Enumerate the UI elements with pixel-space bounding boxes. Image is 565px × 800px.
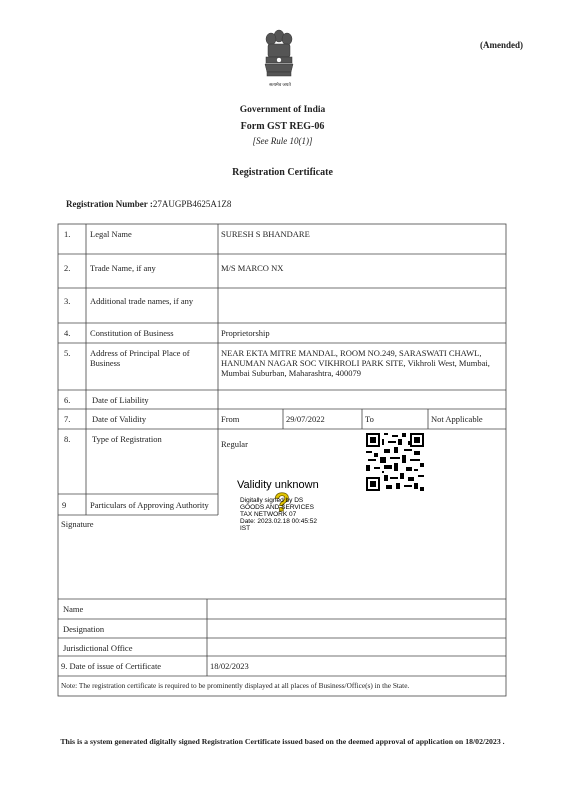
row-9-label: Particulars of Approving Authority <box>90 500 209 510</box>
signature-org-line-1: GOODS AND SERVICES <box>240 504 314 511</box>
government-title: Government of India <box>239 105 326 115</box>
amended-label: (Amended) <box>480 40 523 50</box>
form-title: Form GST REG-06 <box>240 121 325 132</box>
signature-label: Signature <box>61 519 94 529</box>
row-2-number: 2. <box>64 263 71 273</box>
emblem-motto: सत्यमेव जयते <box>269 82 291 87</box>
row-7-number: 7. <box>64 414 71 424</box>
validity-from-label: From <box>221 414 240 424</box>
display-note: Note: The registration certificate is required to be prominently displayed at all places of Business/Office(s) in the State. <box>61 681 410 690</box>
date-of-issue-value: 18/02/2023 <box>210 661 249 671</box>
qr-code-icon <box>366 433 424 491</box>
designation-label: Designation <box>63 624 105 634</box>
validity-to-value: Not Applicable <box>431 414 483 424</box>
system-generated-footer: This is a system generated digitally signed Registration Certificate issued based on the deemed approval of application on 18/02/2023 . <box>60 737 505 746</box>
row-8-number: 8. <box>64 434 71 444</box>
row-3-number: 3. <box>64 296 71 306</box>
row-6-label: Date of Liability <box>92 395 149 405</box>
row-5-label: Address of Principal Place of Business <box>90 348 190 368</box>
validity-to-label: To <box>365 414 374 424</box>
signature-org-line-2: TAX NETWORK 07 <box>240 511 297 518</box>
row-7-label: Date of Validity <box>92 414 147 424</box>
registration-type-value: Regular <box>221 439 248 449</box>
jurisdictional-office-label: Jurisdictional Office <box>63 643 133 653</box>
certificate-title: Registration Certificate <box>232 167 333 178</box>
registration-number-value: 27AUGPB4625A1Z8 <box>152 199 232 209</box>
constitution-value: Proprietorship <box>221 328 270 338</box>
row-8-label: Type of Registration <box>92 434 162 444</box>
row-9-number: 9 <box>62 500 67 510</box>
signature-validity-text: Validity unknown <box>237 479 319 491</box>
registration-number-label: Registration Number : <box>66 199 153 209</box>
rule-reference: [See Rule 10(1)] <box>252 136 313 146</box>
digital-signature-stamp[interactable] <box>237 479 357 549</box>
validity-from-value: 29/07/2022 <box>286 414 325 424</box>
row-4-number: 4. <box>64 328 71 338</box>
address-value: NEAR EKTA MITRE MANDAL, ROOM NO.249, SARASWATI CHAWL, HANUMAN NAGAR SOC VIKHROLI PARK SITE, Vikhroli West, Mumbai, Mumbai Suburban, Maharashtra, 400079 <box>221 348 490 378</box>
svg-text:?: ? <box>274 489 290 515</box>
row-6-number: 6. <box>64 395 71 405</box>
row-4-label: Constitution of Business <box>90 328 174 338</box>
signature-date: Date: 2023.02.18 00:45:52 <box>240 518 317 525</box>
name-label: Name <box>63 604 84 614</box>
row-5-number: 5. <box>64 348 71 358</box>
signature-timezone: IST <box>240 525 251 532</box>
date-of-issue-label: 9. Date of issue of Certificate <box>61 661 162 671</box>
trade-name-value: M/S MARCO NX <box>221 263 284 273</box>
row-3-label: Additional trade names, if any <box>90 296 194 306</box>
row-2-label: Trade Name, if any <box>90 263 156 273</box>
row-1-label: Legal Name <box>90 229 132 239</box>
legal-name-value: SURESH S BHANDARE <box>221 229 310 239</box>
signature-signed-by: Digitally signed by DS <box>240 497 304 504</box>
row-1-number: 1. <box>64 229 71 239</box>
